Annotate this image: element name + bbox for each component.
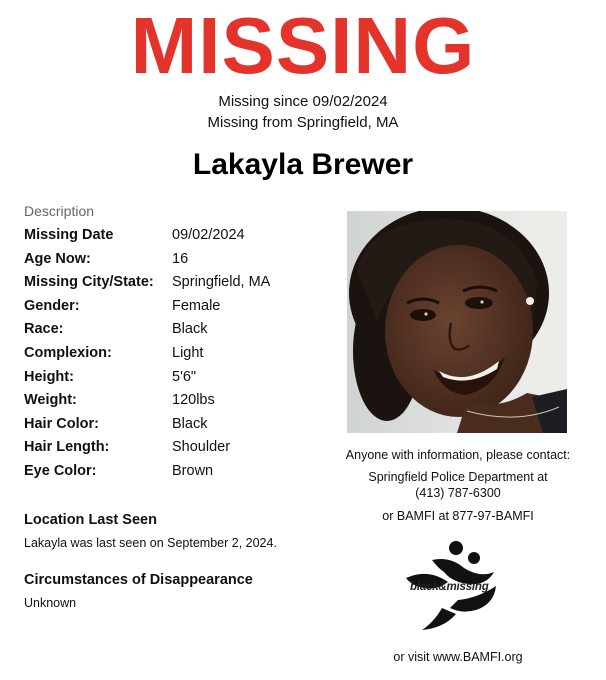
description-table xyxy=(24,227,324,487)
detail-row xyxy=(24,274,324,298)
detail-value: 09/02/2024 xyxy=(172,227,245,243)
detail-value: Black xyxy=(172,415,208,432)
description-heading: Description xyxy=(24,203,95,219)
detail-row xyxy=(24,227,324,251)
detail-value: Springfield, MA xyxy=(172,274,271,291)
visit-website-text: or visit www.BAMFI.org xyxy=(393,650,523,664)
detail-label: Race: xyxy=(24,321,64,338)
detail-row xyxy=(24,345,324,369)
detail-value: 120lbs xyxy=(172,392,215,409)
missing-person-photo xyxy=(347,211,567,433)
poster-headline: MISSING xyxy=(130,1,476,90)
detail-label: Weight: xyxy=(24,392,77,409)
detail-row xyxy=(24,439,324,463)
circumstances-text: Unknown xyxy=(24,596,77,610)
missing-from-text: Missing from Springfield, MA xyxy=(207,114,399,131)
detail-label: Height: xyxy=(24,368,74,385)
detail-label: Age Now: xyxy=(24,250,91,267)
missing-person-name: Lakayla Brewer xyxy=(192,148,414,181)
detail-value: Shoulder xyxy=(172,439,231,456)
detail-label: Missing Date xyxy=(24,227,114,243)
detail-row xyxy=(24,463,324,487)
detail-row xyxy=(24,369,324,393)
detail-label: Hair Length: xyxy=(24,439,110,456)
detail-row xyxy=(24,251,324,275)
detail-row xyxy=(24,298,324,322)
detail-label: Gender: xyxy=(24,297,80,314)
detail-value: Black xyxy=(172,321,208,338)
contact-department xyxy=(330,469,586,501)
contact-bamfi-text: or BAMFI at 877-97-BAMFI xyxy=(382,509,534,523)
black-and-missing-logo-text: black&missing xyxy=(410,581,489,593)
circumstances-title: Circumstances of Disappearance xyxy=(24,572,253,588)
detail-value: Light xyxy=(172,344,204,361)
contact-department-name: Springfield Police Department at xyxy=(368,470,548,484)
contact-intro-text: Anyone with information, please contact: xyxy=(345,448,571,462)
detail-label: Complexion: xyxy=(24,344,112,361)
detail-row xyxy=(24,416,324,440)
contact-department-phone: (413) 787-6300 xyxy=(415,486,501,500)
detail-row xyxy=(24,392,324,416)
portrait-illustration xyxy=(347,211,567,433)
detail-value: Brown xyxy=(172,462,214,479)
detail-label: Missing City/State: xyxy=(24,274,154,291)
missing-since-text: Missing since 09/02/2024 xyxy=(218,93,388,110)
detail-label: Eye Color: xyxy=(24,462,97,479)
detail-value: Female xyxy=(172,297,221,314)
detail-value: 16 xyxy=(172,250,189,267)
detail-row xyxy=(24,321,324,345)
detail-value: 5'6" xyxy=(172,368,197,385)
detail-label: Hair Color: xyxy=(24,415,99,432)
location-last-seen-title: Location Last Seen xyxy=(24,512,157,528)
location-last-seen-text: Lakayla was last seen on September 2, 2024. xyxy=(24,536,277,550)
